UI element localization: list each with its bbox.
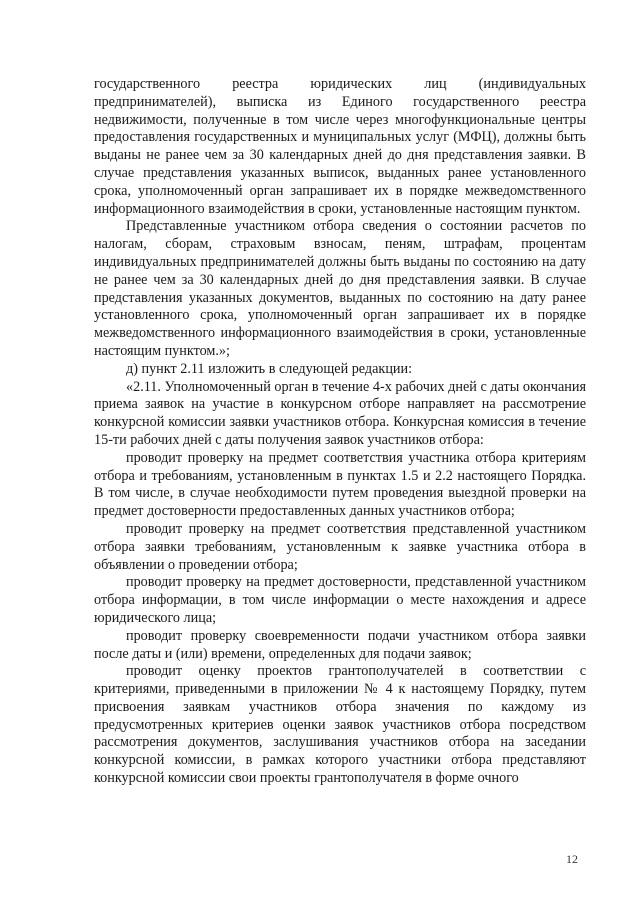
paragraph: проводит проверку на предмет соответствия представленной участником отбора заявки требованиям, установленным к заявке участника отбора в объявлении о проведении отбора; <box>94 520 586 573</box>
page-number: 12 <box>566 852 578 866</box>
paragraph: проводит проверку своевременности подачи участником отбора заявки после даты и (или) времени, определенных для подачи заявок; <box>94 627 586 662</box>
paragraph: Представленные участником отбора сведения о состоянии расчетов по налогам, сборам, страховым взносам, пеням, штрафам, процентам индивидуальных предпринимателей должны быть выданы по состоянию на дату не ранее чем за 30 календарных дней до дня представления заявки. В случае представления указанных документов, выданных по состоянию на дату ранее установленного срока, уполномоченный орган запрашивает их в порядке межведомственного информационного взаимодействия в сроки, установленные настоящим пунктом.»; <box>94 218 586 359</box>
paragraph: проводит проверку на предмет соответствия участника отбора критериям отбора и требованиям, установленным в пунктах 1.5 и 2.2 настоящего Порядка. В том числе, в случае необходимости путем проведения выездной проверки на предмет достоверности предоставленных данных участников отбора; <box>94 449 586 520</box>
paragraph: д) пункт 2.11 изложить в следующей редакции: <box>126 360 413 377</box>
paragraph: «2.11. Уполномоченный орган в течение 4-х рабочих дней с даты окончания приема заявок на участие в конкурсном отборе направляет на рассмотрение конкурсной комиссии заявки участников отбора. Конкурсная комиссия в течение 15-ти рабочих дней с даты получения заявок участников отбора: <box>94 378 586 448</box>
paragraph: проводит проверку на предмет достоверности, представленной участником отбора информации, в том числе информации о месте нахождения и адресе юридического лица; <box>94 574 586 626</box>
document-body <box>94 76 586 788</box>
paragraph: проводит оценку проектов грантополучателей в соответствии с критериями, приведенными в приложении № 4 к настоящему Порядку, путем присвоения заявкам участников отбора значения по каждому из предусмотренных критериев оценки заявок участников отбора посредством рассмотрения документов, заслушивания участников отбора на заседании конкурсной комиссии, в рамках которого участники отбора представляют конкурсной комиссии свои проекты грантополучателя в форме очного <box>94 663 586 787</box>
paragraph: государственного реестра юридических лиц (индивидуальных предпринимателей), выписка из Единого государственного реестра недвижимости, полученные в том числе через многофункциональные центры предоставления государственных и муниципальных услуг (МФЦ), должны быть выданы не ранее чем за 30 календарных дней до дня представления заявки. В случае представления указанных выписок, выданных ранее установленного срока, уполномоченный орган запрашивает их в порядке межведомственного информационного взаимодействия в сроки, установленные настоящим пунктом. <box>94 76 586 217</box>
